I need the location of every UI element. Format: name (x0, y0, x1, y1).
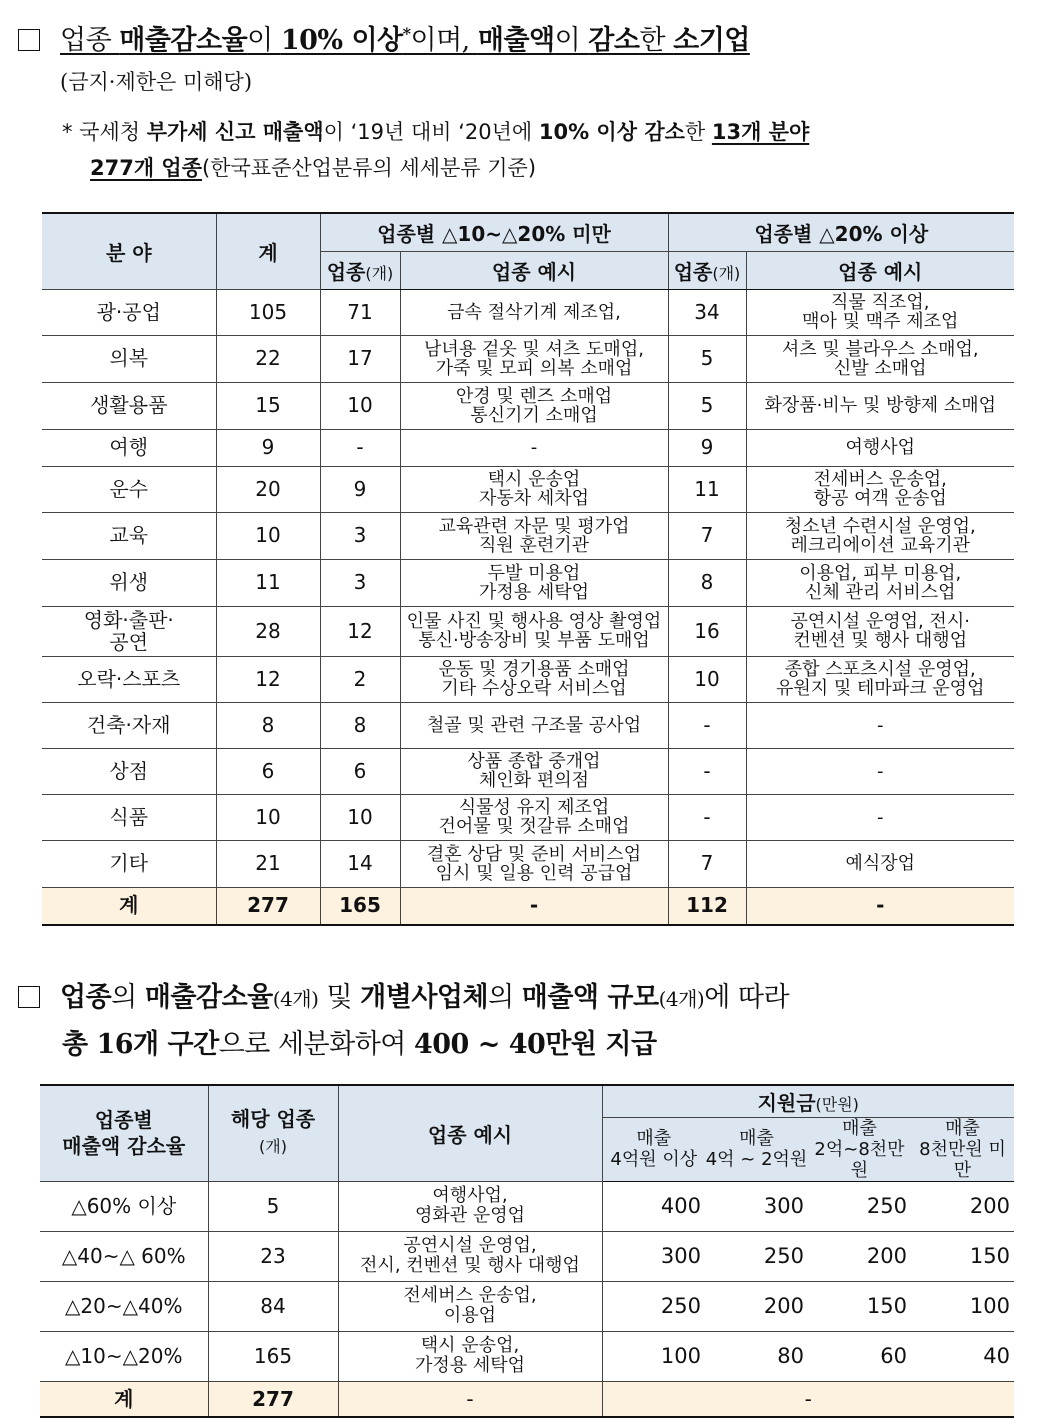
row-a-count: 6 (320, 748, 400, 794)
table-row (42, 794, 1014, 840)
total-count: 277 (208, 1381, 338, 1417)
row-a-count: 71 (320, 289, 400, 335)
total-support: - (602, 1381, 1014, 1417)
row-total: 9 (216, 429, 320, 466)
row-a-count: - (320, 429, 400, 466)
row-amount-2b-80m: 200 (808, 1231, 911, 1281)
table-row (42, 382, 1014, 429)
row-a-count: 2 (320, 656, 400, 702)
header-count: 해당 업종 (개) (208, 1085, 338, 1181)
header-group-b: 업종별 △20% 이상 (668, 213, 1014, 251)
total-a-count: 165 (320, 887, 400, 925)
table-row (40, 1281, 1014, 1331)
section1-note: (금지·제한은 미해당) (60, 70, 253, 94)
header-total: 계 (216, 213, 320, 289)
row-field: 운수 (42, 466, 216, 512)
row-field: 건축·자재 (42, 702, 216, 748)
row-field: 의복 (42, 335, 216, 382)
table-row (42, 289, 1014, 335)
footnote: * 국세청 부가세 신고 매출액이 ‘19년 대비 ‘20년에 10% 이상 감소한 13개 분야 277개 업종(한국표준산업분류의 세세분류 기준) (62, 120, 810, 180)
table-total-row (40, 1381, 1014, 1417)
row-amount-4b-plus: 300 (602, 1231, 705, 1281)
row-b-count: 5 (668, 335, 746, 382)
total-total: 277 (216, 887, 320, 925)
row-b-count: 16 (668, 606, 746, 656)
industry-table (42, 212, 1014, 926)
row-a-count: 10 (320, 794, 400, 840)
header-a-examples: 업종 예시 (400, 251, 668, 289)
row-b-count: - (668, 748, 746, 794)
row-amount-under-80m: 200 (911, 1181, 1014, 1231)
table-row (42, 656, 1014, 702)
row-a-count: 9 (320, 466, 400, 512)
row-field: 교육 (42, 512, 216, 559)
header-a-count: 업종(개) (320, 251, 400, 289)
row-a-count: 3 (320, 559, 400, 606)
row-amount-4b-2b: 200 (705, 1281, 808, 1331)
row-a-examples: 안경 및 렌즈 소매업 통신기기 소매업 (400, 382, 668, 429)
row-b-examples: 전세버스 운송업, 항공 여객 운송업 (746, 466, 1014, 512)
row-b-count: 7 (668, 512, 746, 559)
row-total: 10 (216, 512, 320, 559)
header-sales-4b-2b: 매출 4억 ~ 2억원 (705, 1117, 808, 1181)
table-row (40, 1331, 1014, 1381)
row-b-examples: 종합 스포츠시설 운영업, 유원지 및 테마파크 운영업 (746, 656, 1014, 702)
header-sales-2b-80m: 매출 2억~8천만원 (808, 1117, 911, 1181)
row-rate: △40~△ 60% (40, 1231, 208, 1281)
row-amount-under-80m: 150 (911, 1231, 1014, 1281)
row-field: 상점 (42, 748, 216, 794)
row-amount-4b-2b: 80 (705, 1331, 808, 1381)
row-a-examples: 식물성 유지 제조업 건어물 및 젓갈류 소매업 (400, 794, 668, 840)
row-total: 22 (216, 335, 320, 382)
row-b-count: 10 (668, 656, 746, 702)
checkbox-square-icon (18, 29, 40, 51)
row-b-examples: 여행사업 (746, 429, 1014, 466)
row-b-count: 7 (668, 840, 746, 887)
row-examples: 공연시설 운영업, 전시, 컨벤션 및 행사 대행업 (338, 1231, 602, 1281)
row-field: 여행 (42, 429, 216, 466)
row-a-count: 8 (320, 702, 400, 748)
row-rate: △20~△40% (40, 1281, 208, 1331)
section1-title: 업종 매출감소율이 10% 이상*이며, 매출액이 감소한 소기업 (60, 24, 750, 56)
row-total: 10 (216, 794, 320, 840)
row-field: 위생 (42, 559, 216, 606)
table-row (42, 429, 1014, 466)
row-count: 23 (208, 1231, 338, 1281)
row-total: 21 (216, 840, 320, 887)
row-total: 15 (216, 382, 320, 429)
row-field: 식품 (42, 794, 216, 840)
row-b-count: - (668, 794, 746, 840)
total-label: 계 (42, 887, 216, 925)
row-a-count: 3 (320, 512, 400, 559)
row-a-examples: 결혼 상담 및 준비 서비스업 임시 및 일용 인력 공급업 (400, 840, 668, 887)
row-a-count: 12 (320, 606, 400, 656)
header-group-a: 업종별 △10~△20% 미만 (320, 213, 668, 251)
row-b-examples: - (746, 702, 1014, 748)
row-a-count: 10 (320, 382, 400, 429)
table-row (40, 1181, 1014, 1231)
table-row (42, 840, 1014, 887)
row-a-examples: 철골 및 관련 구조물 공사업 (400, 702, 668, 748)
section2-heading: 업종의 매출감소율(4개) 및 개별사업체의 매출액 규모(4개)에 따라 총 16개 구간으로 세분화하여 400 ~ 40만원 지급 (18, 975, 789, 1068)
section1-heading (18, 18, 750, 57)
header-b-examples: 업종 예시 (746, 251, 1014, 289)
total-examples: - (338, 1381, 602, 1417)
row-examples: 여행사업, 영화관 운영업 (338, 1181, 602, 1231)
row-amount-4b-plus: 100 (602, 1331, 705, 1381)
table-total-row (42, 887, 1014, 925)
total-b-count: 112 (668, 887, 746, 925)
row-rate: △60% 이상 (40, 1181, 208, 1231)
row-a-examples: 교육관련 자문 및 평가업 직원 훈련기관 (400, 512, 668, 559)
checkbox-square-icon (18, 986, 40, 1008)
row-field: 광·공업 (42, 289, 216, 335)
table-row (42, 748, 1014, 794)
row-b-examples: 화장품·비누 및 방향제 소매업 (746, 382, 1014, 429)
row-a-count: 14 (320, 840, 400, 887)
row-amount-under-80m: 100 (911, 1281, 1014, 1331)
header-sales-4b-plus: 매출 4억원 이상 (602, 1117, 705, 1181)
header-field: 분 야 (42, 213, 216, 289)
row-total: 20 (216, 466, 320, 512)
row-a-count: 17 (320, 335, 400, 382)
row-count: 5 (208, 1181, 338, 1231)
row-amount-4b-plus: 250 (602, 1281, 705, 1331)
row-amount-4b-plus: 400 (602, 1181, 705, 1231)
row-field: 기타 (42, 840, 216, 887)
table-row (42, 512, 1014, 559)
header-b-count: 업종(개) (668, 251, 746, 289)
row-b-examples: 예식장업 (746, 840, 1014, 887)
row-b-count: 34 (668, 289, 746, 335)
row-field: 생활용품 (42, 382, 216, 429)
row-examples: 택시 운송업, 가정용 세탁업 (338, 1331, 602, 1381)
row-a-examples: 인물 사진 및 행사용 영상 촬영업 통신·방송장비 및 부품 도매업 (400, 606, 668, 656)
table-row (42, 466, 1014, 512)
row-rate: △10~△20% (40, 1331, 208, 1381)
row-amount-4b-2b: 300 (705, 1181, 808, 1231)
row-total: 11 (216, 559, 320, 606)
row-b-examples: 공연시설 운영업, 전시· 컨벤션 및 행사 대행업 (746, 606, 1014, 656)
header-examples: 업종 예시 (338, 1085, 602, 1181)
row-a-examples: 상품 종합 중개업 체인화 편의점 (400, 748, 668, 794)
row-a-examples: 남녀용 겉옷 및 셔츠 도매업, 가죽 및 모피 의복 소매업 (400, 335, 668, 382)
row-a-examples: 운동 및 경기용품 소매업 기타 수상오락 서비스업 (400, 656, 668, 702)
row-amount-under-80m: 40 (911, 1331, 1014, 1381)
row-a-examples: 택시 운송업 자동차 세차업 (400, 466, 668, 512)
header-rate: 업종별 매출액 감소율 (40, 1085, 208, 1181)
row-total: 105 (216, 289, 320, 335)
row-b-examples: 청소년 수련시설 운영업, 레크리에이션 교육기관 (746, 512, 1014, 559)
row-b-count: 9 (668, 429, 746, 466)
row-count: 165 (208, 1331, 338, 1381)
row-b-count: 5 (668, 382, 746, 429)
row-field: 오락·스포츠 (42, 656, 216, 702)
total-b-examples: - (746, 887, 1014, 925)
total-label: 계 (40, 1381, 208, 1417)
row-total: 28 (216, 606, 320, 656)
table-row (42, 702, 1014, 748)
header-sales-under-80m: 매출 8천만원 미만 (911, 1117, 1014, 1181)
table-row (40, 1231, 1014, 1281)
row-total: 12 (216, 656, 320, 702)
row-a-examples: 금속 절삭기계 제조업, (400, 289, 668, 335)
row-b-examples: - (746, 748, 1014, 794)
row-a-examples: - (400, 429, 668, 466)
row-amount-2b-80m: 250 (808, 1181, 911, 1231)
row-total: 6 (216, 748, 320, 794)
row-amount-4b-2b: 250 (705, 1231, 808, 1281)
row-field: 영화·출판· 공연 (42, 606, 216, 656)
support-table (40, 1084, 1014, 1418)
table-row (42, 559, 1014, 606)
row-b-count: 8 (668, 559, 746, 606)
row-b-count: - (668, 702, 746, 748)
row-total: 8 (216, 702, 320, 748)
total-a-examples: - (400, 887, 668, 925)
row-amount-2b-80m: 150 (808, 1281, 911, 1331)
row-examples: 전세버스 운송업, 이용업 (338, 1281, 602, 1331)
table-row (42, 335, 1014, 382)
row-b-examples: 셔츠 및 블라우스 소매업, 신발 소매업 (746, 335, 1014, 382)
row-count: 84 (208, 1281, 338, 1331)
row-b-count: 11 (668, 466, 746, 512)
table-row (42, 606, 1014, 656)
row-b-examples: 직물 직조업, 맥아 및 맥주 제조업 (746, 289, 1014, 335)
row-a-examples: 두발 미용업 가정용 세탁업 (400, 559, 668, 606)
row-amount-2b-80m: 60 (808, 1331, 911, 1381)
header-support: 지원금(만원) (602, 1085, 1014, 1117)
row-b-examples: - (746, 794, 1014, 840)
row-b-examples: 이용업, 피부 미용업, 신체 관리 서비스업 (746, 559, 1014, 606)
